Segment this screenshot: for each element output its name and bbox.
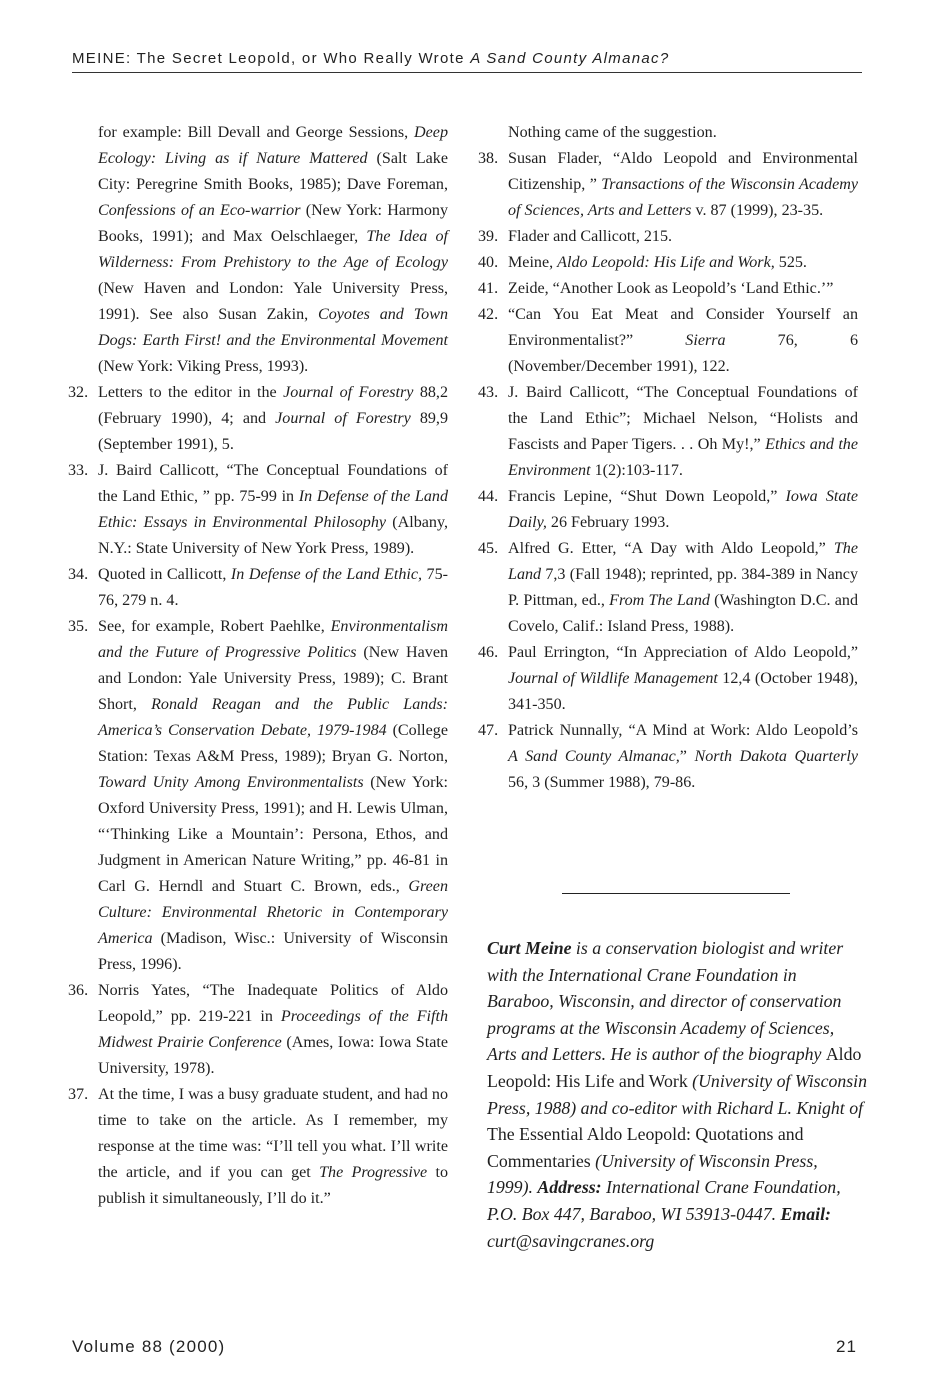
text-run: J. Baird Callicott, “The Conceptual Foundations of the Land Ethic”; Michael Nelson, “Holists and Fascists and Paper Tigers. . . Oh My!,” [508, 384, 858, 453]
endnote [478, 718, 858, 796]
text-run: (Ames, Iowa: Iowa State University, 1978). [98, 1034, 448, 1077]
text-run: See, for example, Robert Paehlke, [98, 618, 331, 635]
text-run: (New Haven and London: Yale University Press, 1991). See also Susan Zakin, [98, 280, 448, 323]
endnote [478, 224, 858, 250]
endnote-number: 33. [68, 462, 89, 479]
italic-title: Environmentalism and the Future of Progressive Politics [98, 618, 448, 661]
text-run: (New York: Oxford University Press, 1991); and H. Lewis Ulman, “‘Thinking Like a Mountain’: Persona, Ethos, and Judgment in American Nature Writing,” pp. 46-81 in Carl G. Herndl and Stuart C. Brown, eds., [98, 774, 448, 895]
italic-title: Green Culture: Environmental Rhetoric in Contemporary America [98, 878, 448, 947]
endnote-number: 45. [478, 540, 499, 557]
endnote [478, 250, 858, 276]
volume-label: Volume 88 (2000) [72, 1337, 226, 1356]
text-run: for example: Bill Devall and George Sessions, [98, 124, 415, 141]
endnote [68, 458, 448, 562]
text-run: (Washington D.C. and Covelo, Calif.: Island Press, 1988). [508, 592, 858, 635]
italic-title: In Defense of the Land Ethic, [230, 566, 423, 583]
bio-text: is a conservation biologist and writer with the International Crane Foundation in Baraboo, Wisconsin, and director of conservation programs at the Wisconsin Academy of Sciences, Arts and Letters. He is author of the biography [487, 938, 844, 1065]
text-run: 7,3 (Fall 1948); reprinted, pp. 384-389 in Nancy P. Pittman, ed., [508, 566, 858, 609]
endnote-text [508, 718, 858, 796]
text-run: (New Haven and London: Yale University Press, 1989); C. Brant Short, [98, 644, 449, 713]
text-run: Nothing came of the suggestion. [508, 124, 717, 141]
endnote-number: 35. [68, 618, 89, 635]
header-rule [72, 72, 862, 73]
italic-title: Proceedings of the Fifth Midwest Prairie Conference [98, 1008, 449, 1051]
text-run: Flader and Callicott, 215. [508, 228, 673, 245]
running-header [72, 50, 862, 67]
italic-title: Ronald Reagan and the Public Lands: America’s Conservation Debate, 1979-1984 [98, 696, 448, 739]
italic-title: Toward Unity Among Environmentalists [98, 774, 364, 791]
notes-list [68, 380, 448, 1212]
text-run: 12,4 (October 1948), 341-350. [508, 670, 858, 713]
bio-bold-label: Address: [537, 1177, 602, 1198]
endnote-number: 38. [478, 150, 499, 167]
italic-title: Aldo Leopold: His Life and Work, [557, 254, 775, 271]
endnote [478, 536, 858, 640]
italic-title: Transactions of the Wisconsin Academy of Sciences, Arts and Letters [508, 176, 858, 219]
endnote-text [98, 1082, 448, 1212]
text-run: Letters to the editor in the [98, 384, 284, 401]
italic-title: Ethics and the Environment [508, 436, 859, 479]
text-run: ” [679, 748, 695, 765]
text-run: 89,9 (September 1991), 5. [98, 410, 449, 453]
endnote [478, 380, 858, 484]
endnote-number: 43. [478, 384, 499, 401]
endnote [478, 640, 858, 718]
note-continuation [478, 120, 858, 146]
endnote [478, 302, 858, 380]
text-run: 76, 6 (November/December 1991), 122. [508, 332, 858, 375]
note-continuation [68, 120, 448, 380]
italic-title: Journal of Forestry [275, 410, 411, 427]
endnote-text [98, 978, 448, 1082]
endnote-number: 44. [478, 488, 499, 505]
bio-text: curt@savingcranes.org [487, 1230, 655, 1251]
endnote [68, 380, 448, 458]
italic-title: Journal of Forestry [283, 384, 414, 401]
text-run: Norris Yates, “The Inadequate Politics of Aldo Leopold,” pp. 219-221 in [98, 982, 448, 1025]
text-run: 26 February 1993. [546, 514, 670, 531]
bio-bold-label: Email: [780, 1203, 831, 1224]
endnote-text [508, 380, 858, 484]
endnote-text [508, 224, 858, 250]
text-run: Patrick Nunnally, “A Mind at Work: Aldo Leopold’s [508, 722, 858, 739]
italic-title: Confessions of an Eco-warrior [98, 202, 301, 219]
text-run: 1(2):103-117. [590, 462, 683, 479]
text-run: (College Station: Texas A&M Press, 1989); Bryan G. Norton, [98, 722, 448, 765]
text-run: “Can You Eat Meat and Consider Yourself an Environmentalist?” [508, 306, 858, 349]
text-run: (New York: Viking Press, 1993). [98, 358, 309, 375]
text-run: Susan Flader, “Aldo Leopold and Environmental Citizenship, ” [508, 150, 858, 193]
italic-title: Journal of Wildlife Management [508, 670, 718, 687]
endnote-number: 42. [478, 306, 499, 323]
text-run: v. 87 (1999), 23-35. [691, 202, 824, 219]
italic-title: In Defense of the Land Ethic: Essays in Environmental Philosophy [98, 488, 448, 531]
endnote-text [98, 562, 448, 614]
notes-list [478, 146, 858, 796]
italic-title: Iowa State Daily, [508, 488, 859, 531]
bio-bold-label: Curt Meine [487, 938, 572, 958]
right-column [478, 120, 858, 796]
endnote-number: 37. [68, 1086, 89, 1103]
endnote [68, 978, 448, 1082]
endnote-text [508, 484, 858, 536]
italic-title: Sierra [685, 332, 726, 349]
italic-title: From The Land [609, 592, 710, 609]
endnote-number: 39. [478, 228, 499, 245]
endnote-number: 34. [68, 566, 89, 583]
endnote-number: 46. [478, 644, 499, 661]
endnote-number: 40. [478, 254, 499, 271]
text-run: Alfred G. Etter, “A Day with Aldo Leopold,” [508, 540, 834, 557]
page-number: 21 [836, 1337, 857, 1356]
header-book-title: A Sand County Almanac? [470, 50, 670, 67]
section-divider [562, 893, 790, 894]
endnote-number: 36. [68, 982, 89, 999]
header-text: MEINE: The Secret Leopold, or Who Really Wrote [72, 50, 471, 67]
text-run: (Albany, N.Y.: State University of New York Press, 1989). [98, 514, 448, 557]
endnote-text [508, 250, 858, 276]
endnote [68, 562, 448, 614]
italic-title: Deep Ecology: Living as if Nature Mattered [98, 124, 448, 167]
text-run: (Salt Lake City: Peregrine Smith Books, 1985); Dave Foreman, [98, 150, 448, 193]
endnote-text [508, 536, 858, 640]
endnote-text [508, 640, 858, 718]
endnote [478, 276, 858, 302]
author-bio [487, 935, 867, 1254]
text-run: (New York: Harmony Books, 1991); and Max Oelschlaeger, [98, 202, 448, 245]
text-run: (Madison, Wisc.: University of Wisconsin Press, 1996). [98, 930, 448, 973]
text-run: Meine, [508, 254, 558, 271]
italic-title: The Progressive [319, 1164, 428, 1181]
text-run: 88,2 (February 1990), 4; and [98, 384, 448, 427]
endnote-text [508, 276, 858, 302]
bio-text: International Crane Foundation, P.O. Box 447, Baraboo, WI 53913-0447. [487, 1177, 841, 1224]
text-run: At the time, I was a busy graduate student, and had no time to take on the article. As I remember, my response at the time was: “I’ll tell you what. I’ll write the article, and if you can get [98, 1086, 448, 1181]
left-column [68, 120, 448, 1212]
endnote [478, 484, 858, 536]
endnote-text [508, 302, 858, 380]
bio-text: (University of Wisconsin Press, 1999). [487, 1150, 818, 1198]
endnote-text [98, 614, 448, 978]
endnote-text [508, 146, 858, 224]
bio-book-title: Aldo Leopold: His Life and Work [487, 1044, 862, 1091]
text-run: to publish it simultaneously, I’ll do it.” [98, 1164, 448, 1207]
text-run: 56, 3 (Summer 1988), 79-86. [508, 774, 696, 791]
text-run: Zeide, “Another Look as Leopold’s ‘Land Ethic.’” [508, 280, 834, 297]
text-run: Paul Errington, “In Appreciation of Aldo Leopold,” [508, 644, 858, 661]
italic-title: Coyotes and Town Dogs: Earth First! and the Environmental Movement [98, 306, 448, 349]
italic-title: North Dakota Quarterly [694, 748, 858, 765]
text-run: 75-76, 279 n. 4. [98, 566, 448, 609]
text-run: Francis Lepine, “Shut Down Leopold,” [508, 488, 786, 505]
endnote-number: 32. [68, 384, 89, 401]
italic-title: The Idea of Wilderness: From Prehistory to the Age of Ecology [98, 228, 448, 271]
endnote-number: 41. [478, 280, 499, 297]
bio-book-title: The Essential Aldo Leopold: Quotations and Commentaries [487, 1124, 804, 1171]
endnote [478, 146, 858, 224]
endnote-number: 47. [478, 722, 499, 739]
italic-title: A Sand County Almanac, [508, 748, 680, 765]
endnote [68, 614, 448, 978]
bio-text: (University of Wisconsin Press, 1988) and co-editor with Richard L. Knight of [487, 1070, 867, 1118]
endnote [68, 1082, 448, 1212]
endnote-text [98, 458, 448, 562]
text-run: Quoted in Callicott, [98, 566, 231, 583]
italic-title: The Land [508, 540, 858, 583]
endnote-text [98, 380, 448, 458]
text-run: 525. [774, 254, 807, 271]
text-run: J. Baird Callicott, “The Conceptual Foundations of the Land Ethic, ” pp. 75-99 in [98, 462, 448, 505]
